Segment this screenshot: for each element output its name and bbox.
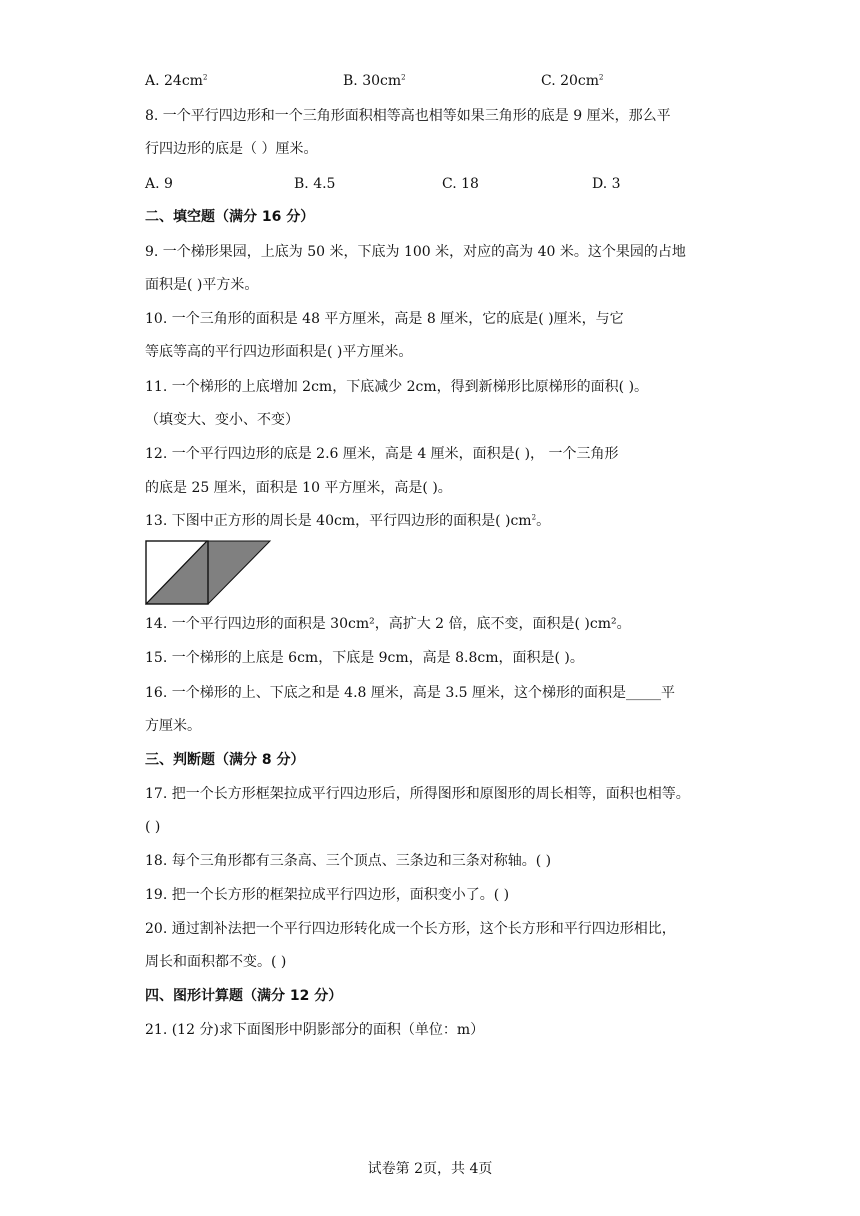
- q11-line-2: （填变大、变小、不变）: [145, 412, 299, 428]
- q8-option-b: B. 4.5: [294, 176, 336, 192]
- section-2-heading: 二、填空题（满分 16 分）: [145, 209, 315, 225]
- q20-line-2: 周长和面积都不变。( ): [145, 954, 287, 970]
- q9-line-1: 9. 一个梯形果园，上底为 50 米，下底为 100 米，对应的高为 40 米。这个果园的占地: [145, 244, 686, 260]
- q20-line-1: 20. 通过割补法把一个平行四边形转化成一个长方形，这个长方形和平行四边形相比，: [145, 921, 676, 937]
- q17-line-1: 17. 把一个长方形框架拉成平行四边形后，所得图形和原图形的周长相等，面积也相等。: [145, 786, 690, 802]
- q8-option-d: D. 3: [592, 176, 621, 192]
- q12-line-2: 的底是 25 厘米，面积是 10 平方厘米，高是( )。: [145, 480, 452, 496]
- q10-line-2: 等底等高的平行四边形面积是( )平方厘米。: [145, 344, 413, 360]
- q16-line-1: 16. 一个梯形的上、下底之和是 4.8 厘米，高是 3.5 厘米，这个梯形的面积是_____平: [145, 685, 676, 701]
- section-3-heading: 三、判断题（满分 8 分）: [145, 752, 305, 768]
- q8-line-2: 行四边形的底是（ ）厘米。: [145, 141, 318, 157]
- q8-option-c: C. 18: [442, 176, 479, 192]
- q8-line-1: 8. 一个平行四边形和一个三角形面积相等高也相等如果三角形的底是 9 厘米，那么平: [145, 108, 671, 124]
- q13-text: 13. 下图中正方形的周长是 40cm，平行四边形的面积是( )$cm^2$。: [145, 513, 551, 529]
- q10-line-1: 10. 一个三角形的面积是 48 平方厘米，高是 8 厘米，它的底是( )厘米，与它: [145, 311, 624, 327]
- q8-option-a: A. 9: [145, 176, 173, 192]
- square-parallelogram-figure: [145, 540, 273, 610]
- page-footer: 试卷第 2页，共 4页: [367, 1161, 493, 1177]
- q15-text: 15. 一个梯形的上底是 6cm，下底是 9cm，高是 8.8cm，面积是( )。: [145, 650, 584, 666]
- q7-option-a: A. $24cm^2$: [145, 73, 208, 89]
- q14-text: 14. 一个平行四边形的面积是 30cm²，高扩大 2 倍，底不变，面积是( )cm²。: [145, 616, 631, 632]
- q16-line-2: 方厘米。: [145, 718, 201, 734]
- q12-line-1: 12. 一个平行四边形的底是 2.6 厘米，高是 4 厘米，面积是( )， 一个三角形: [145, 446, 619, 462]
- q9-line-2: 面积是( )平方米。: [145, 277, 259, 293]
- q19-text: 19. 把一个长方形的框架拉成平行四边形，面积变小了。( ): [145, 887, 510, 903]
- q17-line-2: ( ): [145, 819, 161, 835]
- q11-line-1: 11. 一个梯形的上底增加 2cm，下底减少 2cm，得到新梯形比原梯形的面积( )。: [145, 379, 649, 395]
- q18-text: 18. 每个三角形都有三条高、三个顶点、三条边和三条对称轴。( ): [145, 853, 552, 869]
- q21-text: 21. (12 分)求下面图形中阴影部分的面积（单位：m）: [145, 1022, 485, 1038]
- q7-option-c: C. $20cm^2$: [541, 73, 604, 89]
- section-4-heading: 四、图形计算题（满分 12 分）: [145, 988, 343, 1004]
- q7-option-b: B. $30cm^2$: [343, 73, 406, 89]
